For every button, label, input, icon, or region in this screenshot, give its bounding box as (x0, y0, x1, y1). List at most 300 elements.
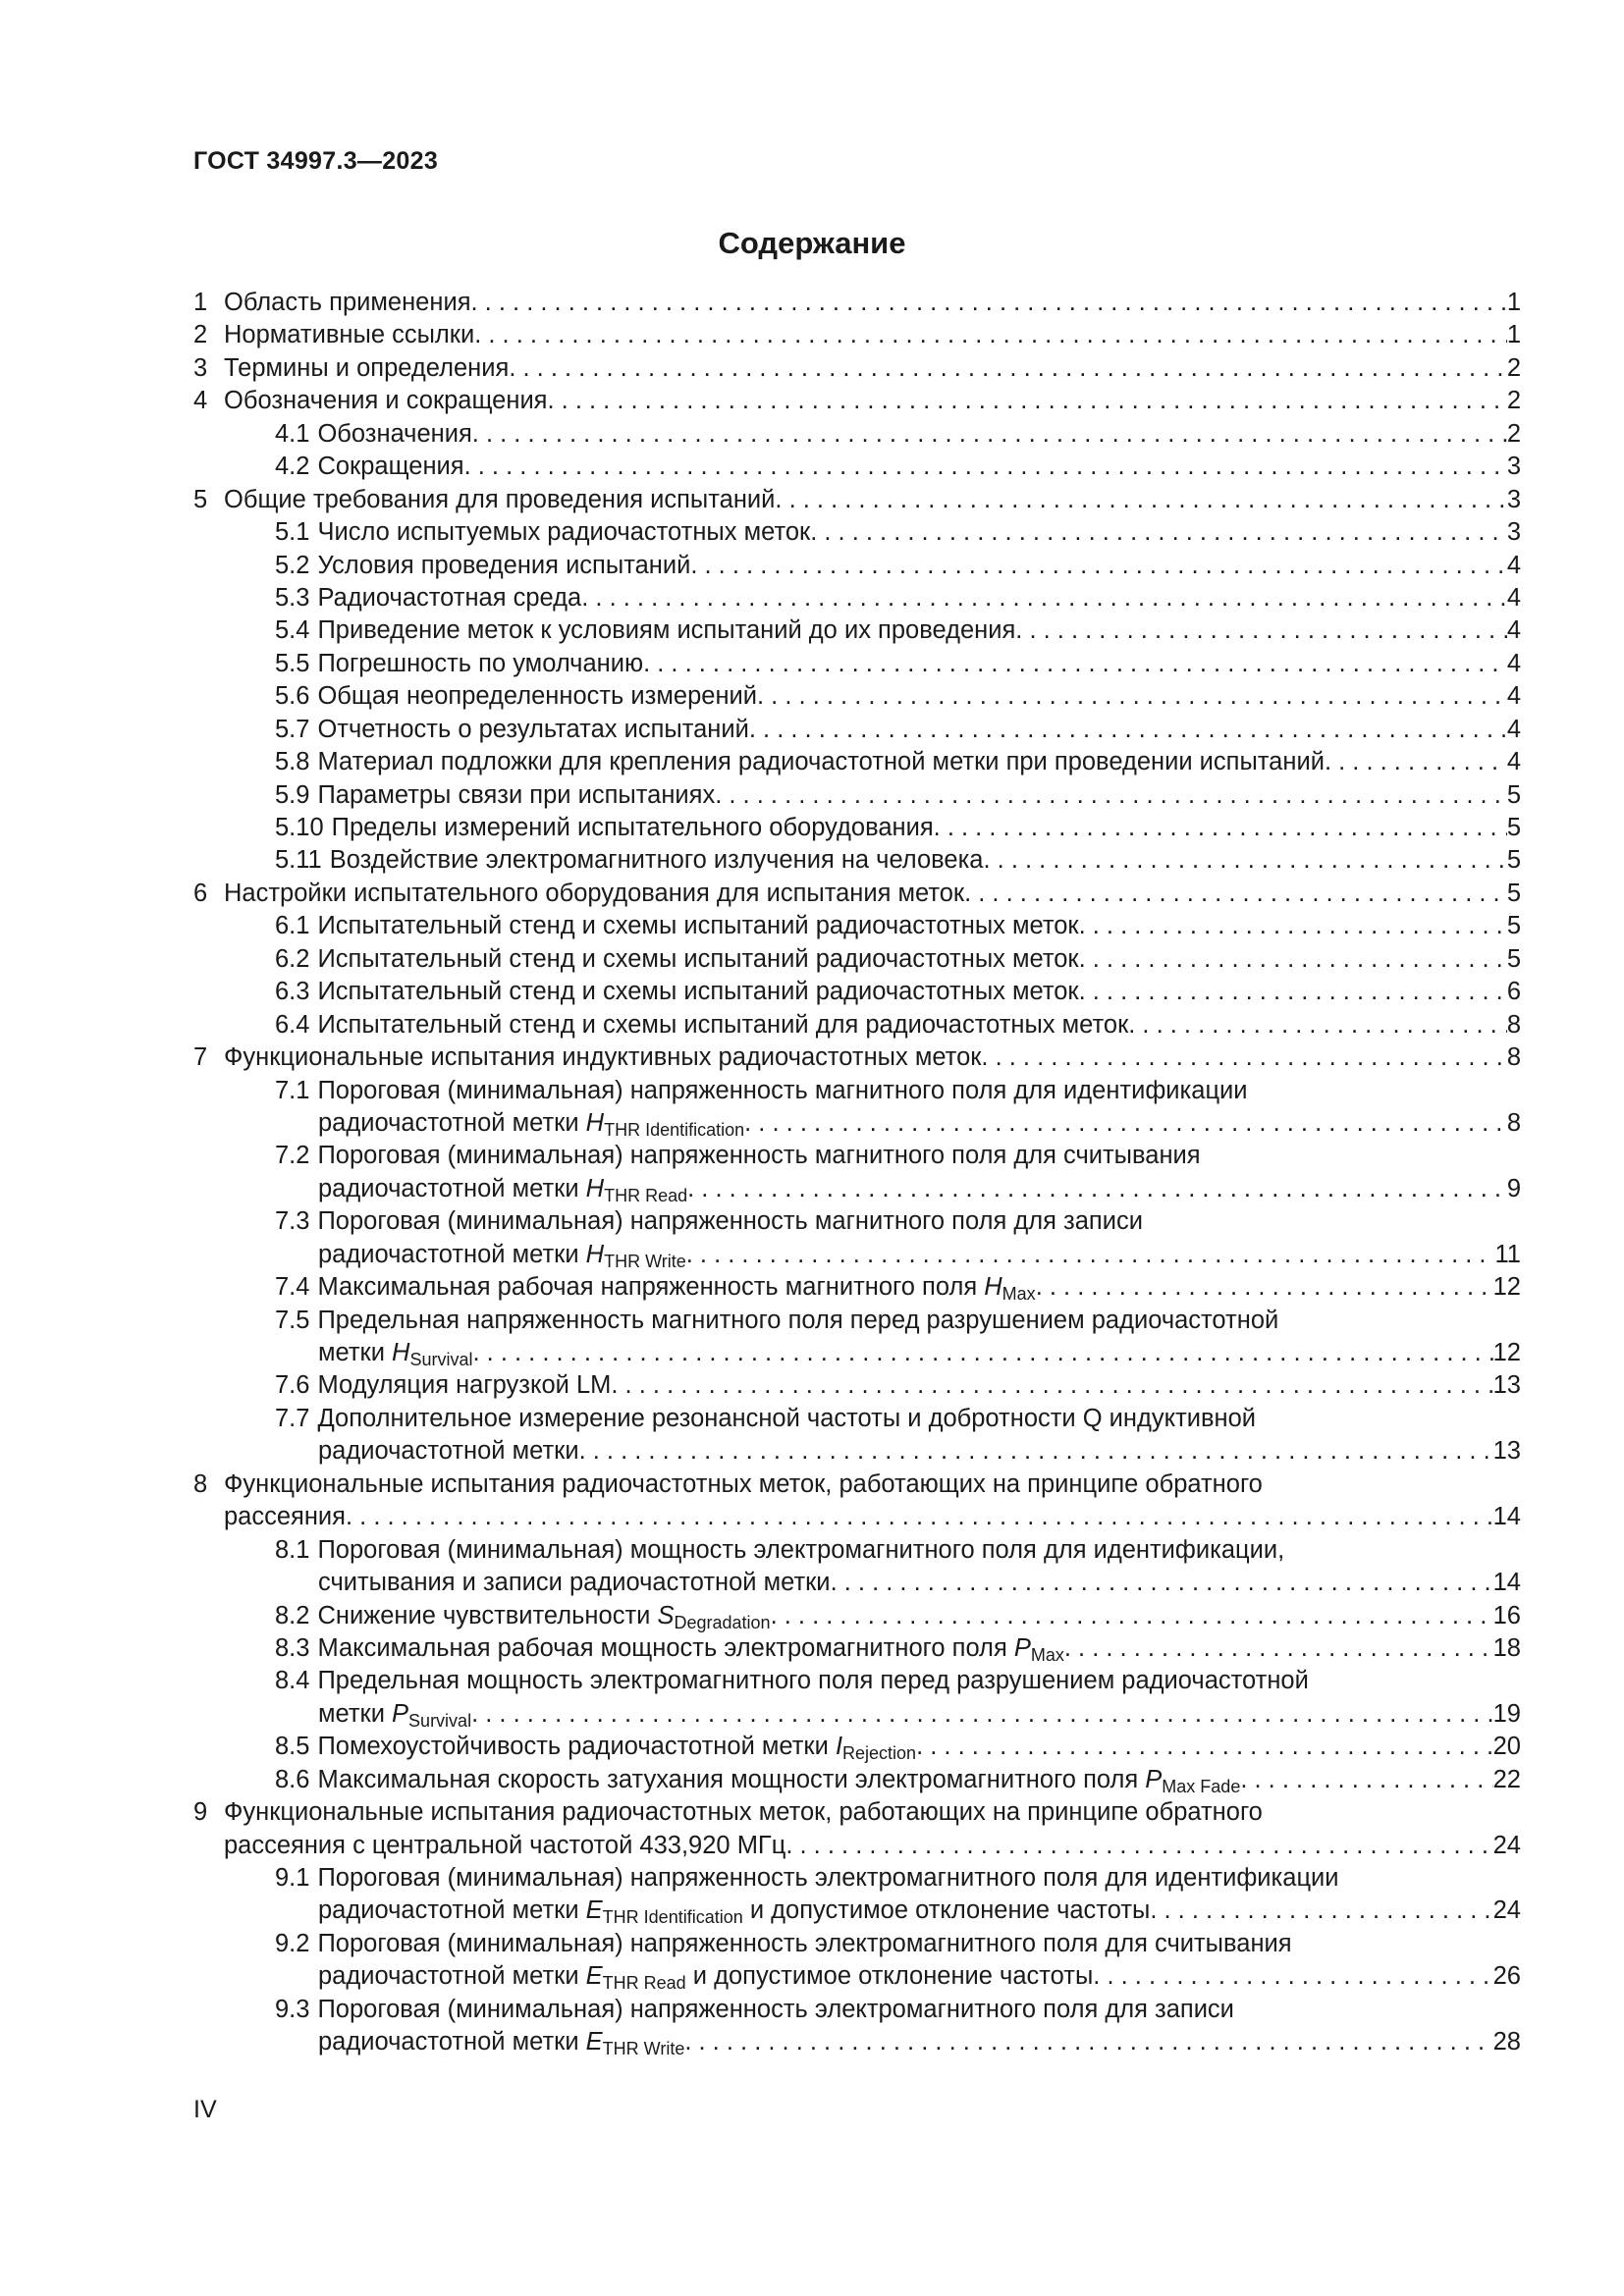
toc-number: 8.4 (275, 1667, 310, 1695)
symbol-subscript: Survival (408, 1710, 472, 1731)
symbol: H (585, 1108, 605, 1137)
toc-page-number: 3 (1506, 453, 1521, 481)
dot-leader (472, 418, 1507, 451)
symbol-subscript: Degradation (674, 1612, 771, 1632)
symbol-subscript: Max Fade (1162, 1776, 1241, 1796)
symbol: E (585, 1962, 603, 1991)
toc-entry[interactable] (193, 1140, 1521, 1205)
toc-entry[interactable] (193, 976, 1521, 1008)
toc-line (193, 1764, 1521, 1796)
toc-title-text: Функциональные испытания индуктивных радиочастотных меток (224, 1043, 982, 1072)
toc-page-number: 4 (1506, 551, 1521, 579)
toc-line (193, 1665, 1521, 1697)
toc-entry[interactable] (193, 1468, 1521, 1534)
symbol: H (984, 1273, 1002, 1302)
toc-number: 6.4 (275, 1010, 310, 1039)
toc-page-number: 2 (1506, 353, 1521, 382)
toc-entry[interactable] (193, 516, 1521, 549)
toc-title (317, 910, 1078, 942)
toc-line (193, 1796, 1521, 1829)
toc-title: Пороговая (минимальная) напряженность магнитного поля для идентификации (317, 1076, 1248, 1104)
dot-leader (690, 550, 1506, 582)
toc-number: 6.3 (275, 978, 310, 1006)
symbol-subscript: THR Read (602, 1973, 686, 1994)
dot-leader (686, 1239, 1495, 1271)
toc-entry[interactable] (193, 614, 1521, 647)
toc-page-number: 20 (1492, 1733, 1521, 1761)
toc-line (193, 1731, 1521, 1763)
toc-entry[interactable] (193, 418, 1521, 451)
toc-page-number: 26 (1492, 1962, 1521, 1991)
toc-title: Предельная мощность электромагнитного поля перед разрушением радиочастотной (317, 1667, 1309, 1695)
toc-title (224, 1501, 346, 1533)
toc-page-number: 12 (1492, 1273, 1521, 1302)
toc-entry[interactable] (193, 1271, 1521, 1304)
toc-number: 5.11 (275, 846, 322, 875)
toc-number: 7.1 (275, 1076, 310, 1104)
toc-line (193, 1403, 1521, 1435)
toc-title (317, 1271, 1035, 1304)
dot-leader (581, 582, 1507, 614)
toc-number: 5 (193, 485, 208, 513)
toc-title-text: радиочастотной метки (318, 1108, 586, 1137)
toc-title (330, 844, 984, 877)
toc-line (193, 1994, 1521, 2026)
toc-line (193, 451, 1521, 483)
toc-line (193, 779, 1521, 812)
toc-page-number: 24 (1492, 1831, 1521, 1859)
toc-entry[interactable] (193, 1534, 1521, 1600)
toc-line (193, 582, 1521, 614)
toc-number: 5.5 (275, 649, 310, 677)
toc-line (193, 385, 1521, 417)
toc-line (193, 1468, 1521, 1501)
toc-line (193, 550, 1521, 582)
toc-line (193, 1895, 1521, 1927)
toc-number: 7.7 (275, 1404, 310, 1432)
toc-line (193, 1107, 1521, 1140)
dot-leader (579, 1435, 1493, 1468)
dot-leader (464, 451, 1507, 483)
toc-entry[interactable] (193, 287, 1521, 319)
toc-line (193, 1698, 1521, 1731)
toc-entry[interactable] (193, 1796, 1521, 1862)
toc-line (193, 812, 1521, 844)
toc-title-text: Снижение чувствительности (317, 1601, 658, 1629)
toc-page-number: 11 (1494, 1240, 1521, 1268)
toc-line (193, 878, 1521, 910)
dot-leader (715, 779, 1507, 812)
toc-page-number: 5 (1506, 814, 1521, 841)
toc-title: Функциональные испытания радиочастотных меток, работающих на принципе обратного (224, 1469, 1263, 1498)
symbol: E (585, 2028, 603, 2056)
toc-title-text: Модуляция нагрузкой LM (317, 1371, 612, 1400)
toc-title (317, 516, 810, 549)
toc-page-number: 18 (1492, 1633, 1521, 1662)
toc-entry[interactable] (193, 1075, 1521, 1141)
toc-title-text: Общая неопределенность измерений (317, 682, 758, 711)
toc-entry[interactable] (193, 1862, 1521, 1928)
toc-number: 7.5 (275, 1306, 310, 1334)
dot-leader (916, 1731, 1493, 1763)
toc-title (224, 385, 548, 417)
toc-page-number: 2 (1506, 387, 1521, 415)
symbol: S (657, 1601, 675, 1629)
symbol-subscript: Survival (409, 1350, 473, 1369)
toc-entry[interactable] (193, 714, 1521, 746)
toc-number: 6 (193, 879, 208, 907)
symbol: P (1145, 1765, 1163, 1793)
toc-number: 8.5 (275, 1733, 310, 1761)
toc-page-number: 5 (1506, 944, 1521, 973)
dot-leader (964, 878, 1507, 910)
toc-entry[interactable] (193, 1600, 1521, 1632)
symbol: H (392, 1339, 410, 1366)
toc-title (317, 550, 690, 582)
toc-title (318, 1337, 472, 1369)
dot-leader (1093, 1960, 1492, 1993)
toc-title-text: Общие требования для проведения испытаний (224, 485, 776, 513)
symbol: P (392, 1699, 409, 1728)
toc-page-number: 16 (1492, 1601, 1521, 1629)
toc-title: Пороговая (минимальная) напряженность электромагнитного поля для считывания (317, 1929, 1292, 1957)
toc-line (193, 648, 1521, 680)
toc-title-text: радиочастотной метки (318, 1962, 586, 1991)
toc-title (317, 680, 757, 713)
toc-title (332, 812, 934, 844)
toc-line (193, 910, 1521, 942)
dot-leader (684, 2026, 1492, 2058)
dot-leader (1079, 976, 1507, 1008)
toc-number: 7.4 (275, 1273, 310, 1302)
dot-leader (984, 844, 1507, 877)
toc-title: Пороговая (минимальная) напряженность магнитного поля для считывания (317, 1142, 1201, 1170)
toc-line (193, 976, 1521, 1008)
symbol-subscript: THR Read (604, 1185, 688, 1205)
toc-title-text: Условия проведения испытаний (317, 551, 691, 579)
page-number: IV (193, 2096, 217, 2123)
toc-page-number: 5 (1506, 780, 1521, 809)
toc-title (317, 943, 1078, 976)
dot-leader (472, 1337, 1492, 1369)
toc-line (193, 680, 1521, 713)
toc-title: Предельная напряженность магнитного поля перед разрушением радиочастотной (317, 1306, 1279, 1334)
toc-number: 7.3 (275, 1207, 310, 1236)
toc-page-number: 13 (1492, 1371, 1521, 1400)
toc-entry[interactable] (193, 844, 1521, 877)
toc-page-number: 8 (1506, 1108, 1521, 1137)
toc-page-number: 28 (1492, 2028, 1521, 2056)
toc-line (193, 1075, 1521, 1107)
toc-title-text: Испытательный стенд и схемы испытаний радиочастотных меток (317, 912, 1079, 940)
dot-leader (934, 812, 1507, 844)
dot-leader (1325, 746, 1507, 778)
toc-line (193, 1239, 1521, 1271)
dot-leader (1064, 1632, 1493, 1665)
dot-leader (1036, 1271, 1493, 1304)
toc-line (193, 1337, 1521, 1369)
toc-title-text: Погрешность по умолчанию (317, 649, 644, 677)
toc-title (317, 1764, 1240, 1796)
page-title: Содержание (718, 226, 906, 260)
toc-number: 7 (193, 1043, 208, 1072)
toc-title (317, 451, 463, 483)
toc-number: 5.1 (275, 518, 310, 547)
toc-title (224, 352, 509, 385)
toc-page-number: 3 (1506, 518, 1521, 547)
toc-title (317, 582, 581, 614)
toc-line (193, 1862, 1521, 1895)
dot-leader (474, 319, 1507, 351)
toc-page-number: 1 (1506, 289, 1521, 316)
toc-title-text: радиочастотной метки (318, 1437, 579, 1466)
toc-line (193, 943, 1521, 976)
toc-number: 4 (193, 387, 208, 415)
toc-title-text: рассеяния (224, 1503, 346, 1531)
toc-entry[interactable] (193, 1665, 1521, 1731)
toc-title: Пороговая (минимальная) мощность электромагнитного поля для идентификации, (317, 1535, 1285, 1564)
toc-title-text: считывания и записи радиочастотной метки (318, 1569, 831, 1597)
toc-entry[interactable] (193, 1403, 1521, 1468)
toc-line (193, 516, 1521, 549)
toc-title-text: радиочастотной метки (318, 1174, 586, 1202)
dot-leader (471, 287, 1507, 319)
toc-page-number: 2 (1506, 419, 1521, 448)
dot-leader (611, 1369, 1492, 1402)
toc-line (193, 1534, 1521, 1567)
toc-entry[interactable] (193, 1205, 1521, 1271)
toc-entry[interactable] (193, 1009, 1521, 1041)
toc-number: 9 (193, 1798, 208, 1827)
toc-entry[interactable] (193, 1994, 1521, 2059)
toc-title (318, 1173, 687, 1205)
toc-number: 1 (193, 289, 208, 316)
toc-title-text: Максимальная рабочая мощность электромагнитного поля (317, 1633, 1014, 1662)
toc-number: 5.2 (275, 551, 310, 579)
toc-entry[interactable] (193, 385, 1521, 417)
toc-title-text: Испытательный стенд и схемы испытаний радиочастотных меток (317, 944, 1079, 973)
symbol: H (585, 1240, 605, 1268)
toc-entry[interactable] (193, 1632, 1521, 1665)
toc-page-number: 4 (1506, 748, 1521, 776)
toc-entry[interactable] (193, 1305, 1521, 1370)
toc-line (193, 1009, 1521, 1041)
toc-line (193, 319, 1521, 351)
toc-title (318, 1698, 471, 1731)
toc-title (224, 484, 775, 516)
dot-leader (831, 1567, 1493, 1599)
toc-title (224, 1830, 785, 1862)
toc-title (317, 1731, 916, 1763)
toc-title-text: Материал подложки для крепления радиочастотной метки при проведении испытаний (317, 748, 1325, 776)
toc-title (317, 648, 643, 680)
toc-entry[interactable] (193, 1731, 1521, 1763)
toc-title (317, 714, 748, 746)
dot-leader (1240, 1764, 1492, 1796)
toc-line (193, 1928, 1521, 1960)
toc-page-number: 4 (1506, 682, 1521, 711)
toc-title-text: Число испытуемых радиочастотных меток (317, 518, 811, 547)
toc-number: 4.2 (275, 453, 310, 481)
toc-line (193, 1041, 1521, 1074)
toc-page-number: 19 (1492, 1699, 1521, 1728)
toc-title-text: метки (318, 1339, 393, 1366)
symbol: E (585, 1896, 603, 1925)
toc-line (193, 2026, 1521, 2058)
toc-title (317, 1369, 611, 1402)
toc-entry[interactable] (193, 451, 1521, 483)
toc-entry[interactable] (193, 648, 1521, 680)
toc-page-number: 14 (1492, 1503, 1521, 1531)
toc-line (193, 614, 1521, 647)
toc-title-text: Сокращения (317, 453, 464, 481)
toc-line (193, 1305, 1521, 1337)
dot-leader (643, 648, 1507, 680)
toc-page-number: 5 (1506, 912, 1521, 940)
toc-number: 8 (193, 1469, 208, 1498)
toc-number: 9.1 (275, 1864, 310, 1892)
dot-leader (771, 1600, 1493, 1632)
toc-title-text: Испытательный стенд и схемы испытаний для радиочастотных меток (317, 1010, 1129, 1039)
symbol-subscript: THR Identification (604, 1119, 745, 1140)
table-of-contents (193, 287, 1521, 2059)
toc-title-text: радиочастотной метки (318, 2028, 586, 2056)
toc-title-text: Испытательный стенд и схемы испытаний радиочастотных меток (317, 978, 1079, 1006)
toc-title (317, 1600, 770, 1632)
toc-title (318, 1895, 1150, 1927)
toc-entry[interactable] (193, 1928, 1521, 1994)
toc-number: 5.3 (275, 583, 310, 612)
toc-line (193, 1960, 1521, 1993)
toc-entry[interactable] (193, 1369, 1521, 1402)
toc-page-number: 5 (1506, 879, 1521, 907)
toc-title (224, 1041, 981, 1074)
toc-number: 9.2 (275, 1929, 310, 1957)
dot-leader (1128, 1009, 1507, 1041)
toc-number: 7.6 (275, 1371, 310, 1400)
toc-number: 8.1 (275, 1535, 310, 1564)
toc-title-text: Максимальная рабочая напряженность магнитного поля (317, 1273, 985, 1302)
toc-page-number: 4 (1506, 583, 1521, 612)
toc-page-number: 8 (1506, 1043, 1521, 1072)
dot-leader (471, 1698, 1493, 1731)
toc-entry[interactable] (193, 550, 1521, 582)
toc-title-text: Обозначения и сокращения (224, 387, 548, 415)
dot-leader (1079, 910, 1507, 942)
toc-line (193, 1435, 1521, 1468)
toc-title (318, 2026, 684, 2058)
toc-entry[interactable] (193, 352, 1521, 385)
toc-line (193, 714, 1521, 746)
toc-title-text: рассеяния с центральной частотой 433,920 МГц (224, 1831, 786, 1859)
dot-leader (346, 1501, 1493, 1533)
toc-title-text: Термины и определения (224, 353, 510, 382)
toc-title-text: Настройки испытательного оборудования для испытания меток (224, 879, 965, 907)
toc-entry[interactable] (193, 319, 1521, 351)
toc-title-text: Пределы измерений испытательного оборудования (331, 814, 934, 841)
toc-title (224, 878, 964, 910)
dot-leader (1150, 1895, 1492, 1927)
toc-title (317, 1009, 1128, 1041)
toc-page-number: 3 (1506, 485, 1521, 513)
toc-title-text: Область применения (224, 289, 471, 316)
toc-line (193, 1173, 1521, 1205)
toc-number: 9.3 (275, 1995, 310, 2023)
toc-page-number: 9 (1506, 1174, 1521, 1202)
toc-line (193, 1369, 1521, 1402)
toc-title-text: Нормативные ссылки (224, 321, 475, 349)
toc-title: Пороговая (минимальная) напряженность электромагнитного поля для записи (317, 1995, 1234, 2023)
toc-title (317, 746, 1324, 778)
toc-number: 6.2 (275, 944, 310, 973)
toc-title-text: Воздействие электромагнитного излучения на человека (329, 846, 984, 875)
symbol-subscript: THR Identification (602, 1907, 743, 1928)
toc-line (193, 1600, 1521, 1632)
toc-page-number: 4 (1506, 616, 1521, 645)
toc-line (193, 746, 1521, 778)
toc-line (193, 1632, 1521, 1665)
toc-page-number: 4 (1506, 715, 1521, 743)
symbol: P (1013, 1633, 1031, 1662)
toc-entry[interactable] (193, 878, 1521, 910)
symbol-subscript: Rejection (842, 1743, 917, 1764)
toc-title-text: радиочастотной метки (318, 1896, 586, 1925)
toc-page-number: 6 (1506, 978, 1521, 1006)
toc-entry[interactable] (193, 943, 1521, 976)
toc-entry[interactable] (193, 680, 1521, 713)
toc-title-text: Радиочастотная среда (317, 583, 582, 612)
toc-title (318, 1435, 579, 1468)
toc-line (193, 1501, 1521, 1533)
toc-title (224, 319, 474, 351)
toc-entry[interactable] (193, 910, 1521, 942)
toc-number: 8.2 (275, 1601, 310, 1629)
toc-title-text: радиочастотной метки (318, 1240, 586, 1268)
toc-entry[interactable] (193, 582, 1521, 614)
symbol-subscript: Max (1001, 1284, 1036, 1305)
toc-number: 7.2 (275, 1142, 310, 1170)
dot-leader (810, 516, 1507, 549)
toc-page-number: 14 (1492, 1569, 1521, 1597)
toc-title-suffix: и допустимое отклонение частоты (685, 1962, 1094, 1991)
dot-leader (548, 385, 1507, 417)
toc-page-number: 1 (1506, 321, 1521, 349)
toc-title-text: Приведение меток к условиям испытаний до их проведения (317, 616, 1016, 645)
toc-number: 8.6 (275, 1765, 310, 1793)
toc-line (193, 1271, 1521, 1304)
toc-entry[interactable] (193, 1041, 1521, 1074)
symbol-subscript: Max (1030, 1644, 1064, 1665)
toc-number: 5.10 (275, 814, 324, 841)
toc-line (193, 287, 1521, 319)
dot-leader (1015, 614, 1507, 647)
toc-title-text: Отчетность о результатах испытаний (317, 715, 749, 743)
toc-entry[interactable] (193, 779, 1521, 812)
toc-line (193, 844, 1521, 877)
dot-leader (775, 484, 1506, 516)
toc-number: 8.3 (275, 1633, 310, 1662)
toc-entry[interactable] (193, 812, 1521, 844)
toc-entry[interactable] (193, 746, 1521, 778)
toc-page-number: 8 (1506, 1010, 1521, 1039)
toc-title-text: Обозначения (317, 419, 472, 448)
toc-entry[interactable] (193, 484, 1521, 516)
dot-leader (785, 1830, 1492, 1862)
toc-entry[interactable] (193, 1764, 1521, 1796)
toc-line (193, 1205, 1521, 1238)
toc-line (193, 352, 1521, 385)
toc-page-number: 22 (1492, 1765, 1521, 1793)
